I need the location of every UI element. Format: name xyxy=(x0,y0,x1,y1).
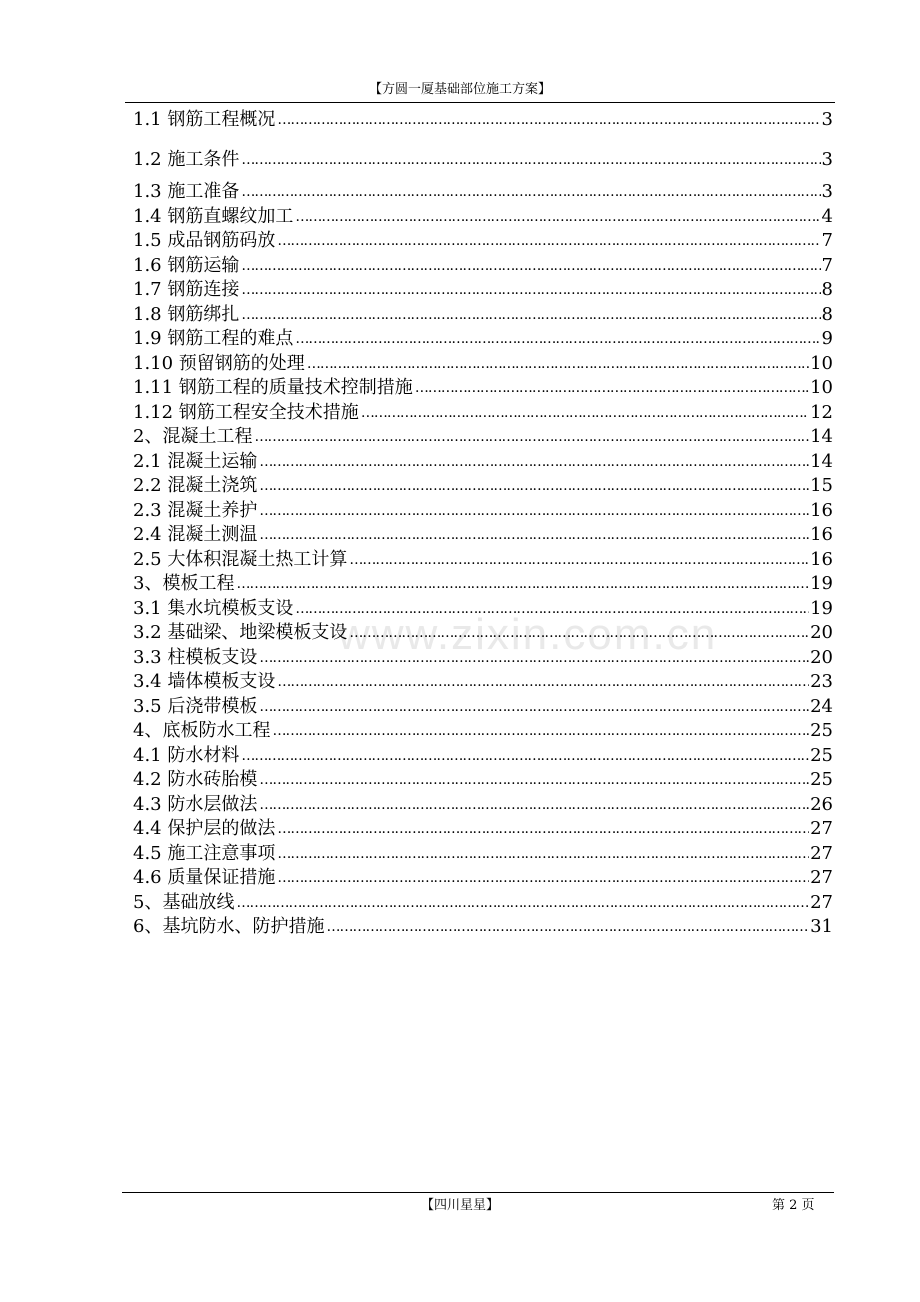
toc-entry-label: 3、模板工程 xyxy=(133,573,235,594)
toc-entry-label: 3.2 基础梁、地梁模板支设 xyxy=(133,622,348,643)
toc-entry-page: 3 xyxy=(821,149,833,170)
toc-entry-page: 14 xyxy=(810,450,833,472)
toc-entry-page: 7 xyxy=(821,230,833,251)
toc-entry-page: 7 xyxy=(821,254,833,276)
toc-entry-label: 1.11 钢筋工程的质量技术控制措施 xyxy=(133,377,413,398)
toc-leader-dots xyxy=(326,916,809,938)
toc-entry-label: 1.2 施工条件 xyxy=(133,149,240,170)
toc-entry-label: 4.5 施工注意事项 xyxy=(133,842,276,864)
toc-leader-dots xyxy=(295,206,820,228)
toc-leader-dots xyxy=(259,794,809,816)
toc-leader-dots xyxy=(259,696,809,718)
toc-entry-page: 26 xyxy=(810,793,833,815)
toc-entry-label: 1.12 钢筋工程安全技术措施 xyxy=(133,401,359,423)
toc-entry-page: 10 xyxy=(810,352,833,374)
toc-entry[interactable] xyxy=(133,546,833,571)
toc-entry-page: 14 xyxy=(810,426,833,447)
toc-entry[interactable] xyxy=(133,522,833,547)
toc-entry-page: 27 xyxy=(810,842,833,864)
toc-entry-label: 1.6 钢筋运输 xyxy=(133,254,240,276)
toc-entry[interactable] xyxy=(133,865,833,890)
toc-entry-label: 1.5 成品钢筋码放 xyxy=(133,230,276,251)
toc-entry-label: 1.3 施工准备 xyxy=(133,181,240,202)
toc-leader-dots xyxy=(295,328,820,350)
toc-entry-page: 19 xyxy=(810,573,833,594)
toc-entry[interactable] xyxy=(133,448,833,473)
toc-entry-label: 1.10 预留钢筋的处理 xyxy=(133,352,305,374)
toc-entry[interactable] xyxy=(133,473,833,498)
toc-leader-dots xyxy=(295,598,809,620)
toc-entry-label: 4.6 质量保证措施 xyxy=(133,867,276,888)
toc-entry[interactable] xyxy=(133,767,833,792)
toc-entry-label: 5、基础放线 xyxy=(133,891,235,913)
toc-leader-dots xyxy=(349,549,809,571)
toc-entry-label: 1.9 钢筋工程的难点 xyxy=(133,328,294,349)
toc-entry-label: 2、混凝土工程 xyxy=(133,426,253,447)
toc-entry-label: 4、底板防水工程 xyxy=(133,720,271,741)
toc-entry-label: 4.2 防水砖胎模 xyxy=(133,769,258,790)
toc-leader-dots xyxy=(241,279,820,301)
toc-leader-dots xyxy=(236,573,809,595)
toc-entry-page: 27 xyxy=(810,891,833,913)
toc-entry-label: 2.1 混凝土运输 xyxy=(133,450,258,472)
toc-leader-dots xyxy=(277,109,820,131)
toc-entry-label: 4.1 防水材料 xyxy=(133,744,240,766)
toc-entry-label: 2.3 混凝土养护 xyxy=(133,499,258,521)
toc-entry-page: 15 xyxy=(810,475,833,496)
toc-entry[interactable] xyxy=(133,252,833,277)
toc-entry[interactable] xyxy=(133,497,833,522)
toc-entry[interactable] xyxy=(133,326,833,351)
toc-entry[interactable] xyxy=(133,889,833,914)
toc-entry-label: 2.4 混凝土测温 xyxy=(133,524,258,545)
toc-entry-label: 2.2 混凝土浇筑 xyxy=(133,475,258,496)
toc-leader-dots xyxy=(241,181,820,203)
toc-entry-label: 6、基坑防水、防护措施 xyxy=(133,916,325,937)
toc-entry-label: 4.3 防水层做法 xyxy=(133,793,258,815)
toc-entry-page: 16 xyxy=(810,548,833,570)
toc-entry[interactable] xyxy=(133,840,833,865)
toc-entry[interactable] xyxy=(133,171,833,203)
toc-entry[interactable] xyxy=(133,718,833,743)
watermark: www.zixin.com.cn xyxy=(338,610,718,659)
footer-page-number: 第 2 页 xyxy=(772,1198,815,1213)
toc-entry[interactable] xyxy=(133,375,833,400)
toc-entry-page: 20 xyxy=(810,646,833,668)
toc-entry-label: 1.4 钢筋直螺纹加工 xyxy=(133,205,294,227)
toc-leader-dots xyxy=(241,255,820,277)
toc-entry[interactable] xyxy=(133,571,833,596)
toc-leader-dots xyxy=(277,843,809,865)
toc-entry-page: 25 xyxy=(810,720,833,741)
toc-leader-dots xyxy=(277,867,809,889)
footer-divider xyxy=(122,1192,834,1193)
toc-leader-dots xyxy=(241,745,809,767)
toc-leader-dots xyxy=(254,426,809,448)
toc-entry-label: 3.1 集水坑模板支设 xyxy=(133,597,294,619)
toc-entry-page: 25 xyxy=(810,744,833,766)
table-of-contents xyxy=(133,106,833,938)
toc-entry-page: 3 xyxy=(821,109,833,130)
toc-leader-dots xyxy=(259,647,809,669)
toc-entry-page: 9 xyxy=(821,328,833,349)
toc-leader-dots xyxy=(259,769,809,791)
toc-entry[interactable] xyxy=(133,106,833,131)
toc-entry-page: 27 xyxy=(810,818,833,839)
toc-leader-dots xyxy=(277,671,809,693)
toc-entry-page: 25 xyxy=(810,769,833,790)
toc-entry-page: 16 xyxy=(810,499,833,521)
toc-entry-label: 1.7 钢筋连接 xyxy=(133,279,240,300)
toc-entry[interactable] xyxy=(133,131,833,171)
toc-entry-page: 10 xyxy=(810,377,833,398)
toc-entry[interactable] xyxy=(133,669,833,694)
toc-leader-dots xyxy=(277,230,820,252)
toc-leader-dots xyxy=(307,353,809,375)
toc-entry-page: 8 xyxy=(821,303,833,325)
toc-leader-dots xyxy=(277,818,809,840)
toc-entry[interactable] xyxy=(133,203,833,228)
toc-entry[interactable] xyxy=(133,620,833,645)
toc-entry-page: 12 xyxy=(810,401,833,423)
toc-entry[interactable] xyxy=(133,595,833,620)
toc-entry-label: 3.3 柱模板支设 xyxy=(133,646,258,668)
toc-leader-dots xyxy=(259,524,809,546)
toc-entry[interactable] xyxy=(133,277,833,302)
toc-entry[interactable] xyxy=(133,816,833,841)
toc-leader-dots xyxy=(241,304,820,326)
toc-entry-label: 1.8 钢筋绑扎 xyxy=(133,303,240,325)
toc-leader-dots xyxy=(415,377,809,399)
toc-entry[interactable] xyxy=(133,693,833,718)
toc-entry[interactable] xyxy=(133,350,833,375)
toc-entry-label: 2.5 大体积混凝土热工计算 xyxy=(133,548,348,570)
toc-entry-page: 16 xyxy=(810,524,833,545)
toc-leader-dots xyxy=(236,892,809,914)
page-header-title: 【方圆一厦基础部位施工方案】 xyxy=(368,82,551,97)
toc-leader-dots xyxy=(259,475,809,497)
toc-entry-label: 3.4 墙体模板支设 xyxy=(133,671,276,692)
toc-entry-page: 23 xyxy=(810,671,833,692)
toc-entry-page: 20 xyxy=(810,622,833,643)
toc-entry-page: 31 xyxy=(810,916,833,937)
toc-entry-page: 8 xyxy=(821,279,833,300)
toc-leader-dots xyxy=(241,149,820,171)
toc-leader-dots xyxy=(349,622,809,644)
toc-entry[interactable] xyxy=(133,424,833,449)
toc-entry-page: 27 xyxy=(810,867,833,888)
footer-company: 【四川星星】 xyxy=(420,1198,499,1213)
toc-entry-label: 1.1 钢筋工程概况 xyxy=(133,109,276,130)
toc-entry-page: 24 xyxy=(810,695,833,717)
toc-leader-dots xyxy=(361,402,809,424)
toc-entry-page: 19 xyxy=(810,597,833,619)
toc-entry[interactable] xyxy=(133,399,833,424)
toc-entry-label: 4.4 保护层的做法 xyxy=(133,818,276,839)
toc-entry-page: 4 xyxy=(821,205,833,227)
toc-entry[interactable] xyxy=(133,228,833,253)
toc-entry-label: 3.5 后浇带模板 xyxy=(133,695,258,717)
toc-entry[interactable] xyxy=(133,914,833,939)
toc-entry[interactable] xyxy=(133,742,833,767)
toc-entry[interactable] xyxy=(133,791,833,816)
toc-entry[interactable] xyxy=(133,301,833,326)
toc-leader-dots xyxy=(259,500,809,522)
toc-entry[interactable] xyxy=(133,644,833,669)
toc-leader-dots xyxy=(272,720,809,742)
toc-entry-page: 3 xyxy=(821,181,833,202)
header-divider xyxy=(125,102,835,103)
toc-leader-dots xyxy=(259,451,809,473)
